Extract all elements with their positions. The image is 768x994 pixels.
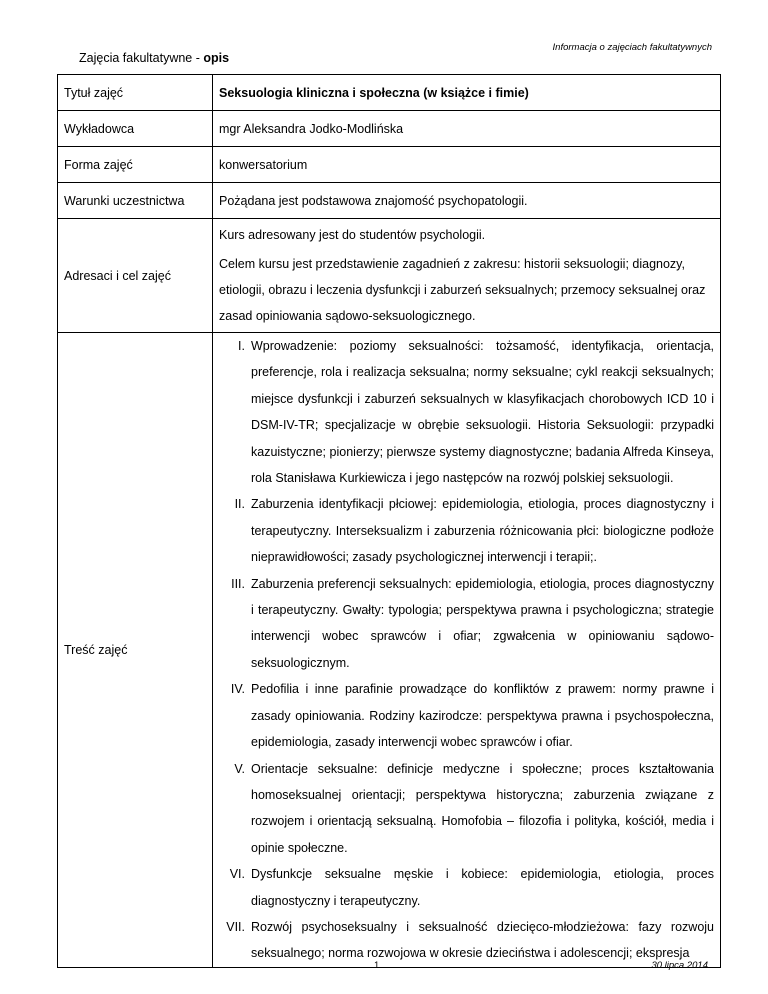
document-info-header: Informacja o zajęciach fakultatywnych xyxy=(552,42,712,53)
document-title xyxy=(79,51,229,65)
list-item xyxy=(213,756,714,862)
list-item-text: Pedofilia i inne parafinie prowadzące do konfliktów z prawem: normy prawne i zasady opiniowania. Rodziny kazirodcze: perspektywa prawna i psychospołeczna, epidemiologia, zasady interwencji wobec sprawców i ofiar. xyxy=(251,682,714,750)
list-item-text: Zaburzenia preferencji seksualnych: epidemiologia, etiologia, proces diagnostyczny i terapeutyczny. Gwałty: typologia; perspektywa prawna i psychologiczna; strategie interwencji wobec sprawców i ofiar; zgwałcenia w opiniowaniu sądowo-seksuologicznym. xyxy=(251,576,714,670)
list-item xyxy=(213,861,714,914)
list-item-text: Zaburzenia identyfikacji płciowej: epidemiologia, etiologia, proces diagnostyczny i terapeutyczny. Interseksualizm i zaburzenia różnicowania płci: biologiczne podłoże nieprawidłowości; zasady psychologicznej interwencji i terapii;. xyxy=(251,497,714,565)
page-number: 1 xyxy=(374,960,380,971)
lecturer-label: Wykładowca xyxy=(58,111,213,147)
audience-paragraph-1: Kurs adresowany jest do studentów psychologii. xyxy=(219,228,486,242)
content-label: Treść zajęć xyxy=(58,333,213,968)
conditions-label: Warunki uczestnictwa xyxy=(58,183,213,219)
content-value xyxy=(213,333,721,968)
list-item-number: VI. xyxy=(229,867,245,882)
document-title-prefix: Zajęcia fakultatywne - xyxy=(79,51,204,65)
audience-label: Adresaci i cel zajęć xyxy=(58,219,213,333)
row-conditions xyxy=(58,183,721,219)
list-item-number: I. xyxy=(238,339,245,353)
row-content xyxy=(58,333,721,968)
list-item-number: III. xyxy=(231,576,245,591)
list-item xyxy=(213,914,714,967)
list-item-text: Orientacje seksualne: definicje medyczne i społeczne; proces kształtowania homoseksualnej orientacji; perspektywa historyczna; zaburzenia związane z rozwojem i orientacją seksualną. Homofobia – filozofia i polityka, kościół, media i opinie społeczne. xyxy=(251,761,714,855)
list-item xyxy=(213,491,714,570)
list-item-text: Dysfunkcje seksualne męskie i kobiece: epidemiologia, etiologia, proces diagnostyczny i terapeutyczny. xyxy=(251,867,714,908)
footer-date: 30 lipca 2014 xyxy=(651,960,708,971)
list-item xyxy=(213,571,714,677)
conditions-value: Pożądana jest podstawowa znajomość psychopatologii. xyxy=(213,183,721,219)
course-description-table xyxy=(57,74,721,968)
list-item-text: Wprowadzenie: poziomy seksualności: tożsamość, identyfikacja, orientacja, preferencje, rola i realizacja seksualna; normy seksualne; cykl reakcji seksualnych; miejsce dysfunkcji i zaburzeń seksualnych w klasyfikacjach chorobowych ICD 10 i DSM-IV-TR; specjalizacje w obrębie seksuologii. Historia Seksuologii: przypadki kazuistyczne; pionierzy; pierwsze systemy diagnostyczne; badania Alfreda Kinseya, rola Stanisława Kurkiewicza i jego następców na rozwój polskiej seksuologii. xyxy=(251,339,714,486)
title-value: Seksuologia kliniczna i społeczna (w książce i fimie) xyxy=(213,75,721,111)
audience-value xyxy=(213,219,721,333)
row-title xyxy=(58,75,721,111)
list-item xyxy=(213,333,714,491)
audience-paragraph-2: Celem kursu jest przedstawienie zagadnień z zakresu: historii seksuologii; diagnozy, etiologii, obrazu i leczenia dysfunkcji i zaburzeń seksualnych; przemocy seksualnej oraz zasad opiniowania sądowo-seksuologicznego. xyxy=(219,257,706,323)
form-value: konwersatorium xyxy=(213,147,721,183)
document-title-bold: opis xyxy=(203,51,230,65)
list-item-number: IV. xyxy=(230,682,245,697)
form-label: Forma zajęć xyxy=(58,147,213,183)
topics-list xyxy=(213,333,714,967)
lecturer-value: mgr Aleksandra Jodko-Modlińska xyxy=(213,111,721,147)
list-item-number: VII. xyxy=(226,919,245,934)
list-item-text: Rozwój psychoseksualny i seksualność dziecięco-młodzieżowa: fazy rozwoju seksualnego; norma rozwojowa w okresie dzieciństwa i adolescencji; ekspresja xyxy=(251,919,714,961)
title-label: Tytuł zajęć xyxy=(58,75,213,111)
list-item-number: II. xyxy=(234,497,245,512)
list-item xyxy=(213,676,714,755)
list-item-number: V. xyxy=(234,761,245,776)
row-form xyxy=(58,147,721,183)
row-lecturer xyxy=(58,111,721,147)
row-audience xyxy=(58,219,721,333)
